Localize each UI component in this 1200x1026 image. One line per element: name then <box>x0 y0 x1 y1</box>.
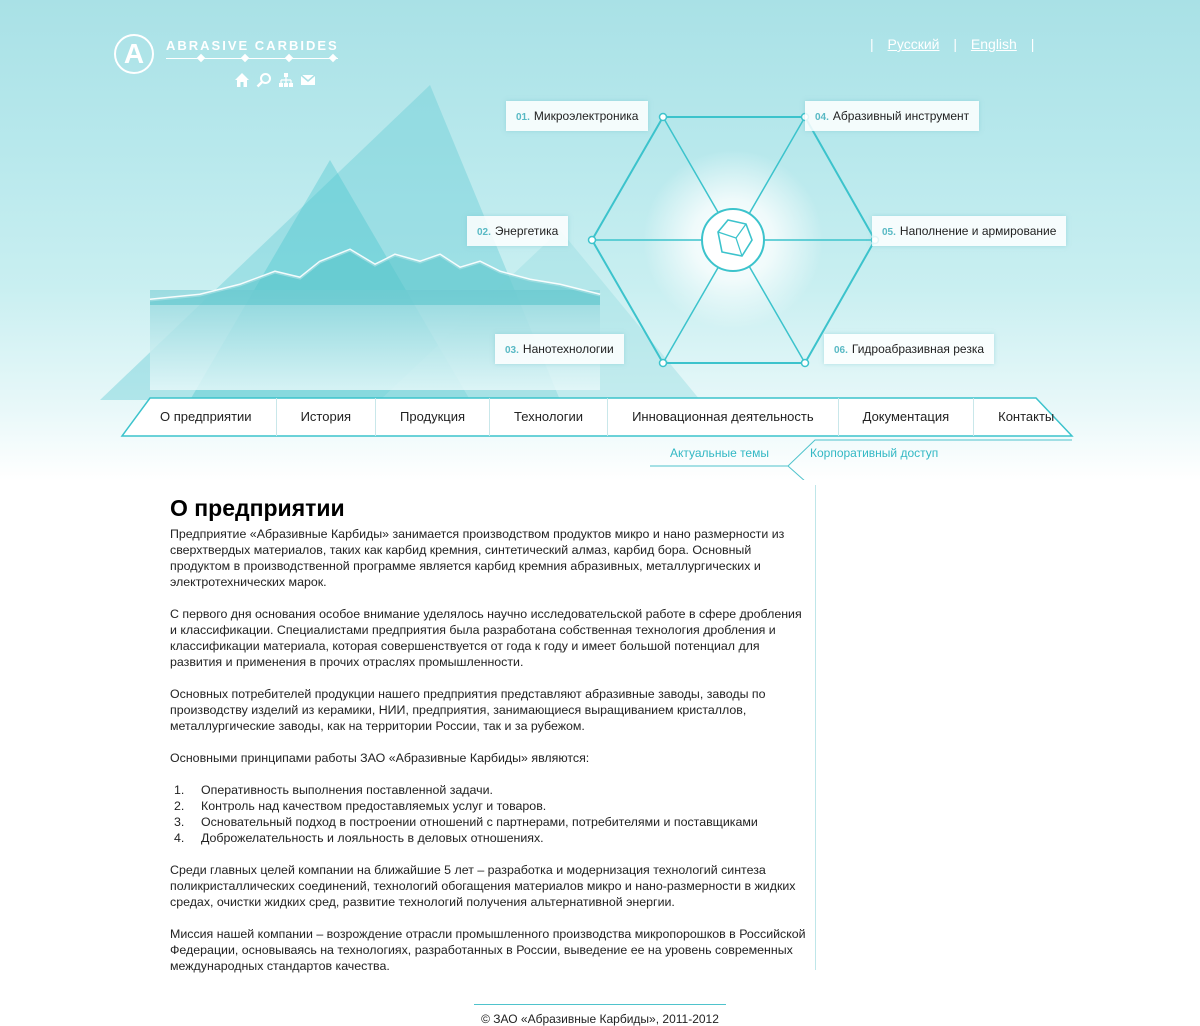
hex-item-number: 03. <box>505 345 519 356</box>
brand-name: ABRASIVE CARBIDES <box>166 38 339 53</box>
lang-russian-link[interactable]: Русский <box>887 36 940 52</box>
lang-english-link[interactable]: English <box>970 36 1017 52</box>
nav-item-products[interactable]: Продукция <box>376 398 490 436</box>
hex-item-waterjet[interactable] <box>824 334 994 364</box>
hex-item-filling[interactable] <box>872 216 1066 246</box>
hex-item-label: Микроэлектроника <box>533 109 639 123</box>
crystal-emblem <box>702 209 764 271</box>
content-divider <box>815 485 816 970</box>
hex-item-nanotech[interactable] <box>495 334 624 364</box>
principles-list <box>170 782 810 846</box>
footer-copyright: © ЗАО «Абразивные Карбиды», 2011-2012 <box>481 1012 719 1026</box>
sitemap-icon[interactable] <box>278 72 294 88</box>
search-icon[interactable] <box>256 72 272 88</box>
list-item: 4. Доброжелательность и лояльность в деловых отношениях. <box>174 831 544 845</box>
mission-paragraph: Миссия нашей компании – возрождение отрасли промышленного производства микропорошков в Российской Федерации, основываясь на технологиях, разработанных в России, выведение ее на уровень современных международных стандартов качества. <box>170 927 806 973</box>
hex-item-microelectronics[interactable] <box>506 101 648 131</box>
list-item: 2. Контроль над качеством предоставляемых услуг и товаров. <box>174 799 547 813</box>
hex-item-number: 04. <box>815 112 829 123</box>
hex-item-label: Наполнение и армирование <box>899 224 1057 238</box>
logo-rule <box>166 58 338 59</box>
logo-diamond <box>197 54 205 62</box>
hex-item-energy[interactable] <box>467 216 568 246</box>
hex-item-label: Гидроабразивная резка <box>851 342 985 356</box>
nav-item-contacts[interactable]: Контакты <box>998 409 1055 424</box>
lang-separator: | <box>870 36 874 52</box>
lang-separator: | <box>1030 36 1035 52</box>
main-nav <box>122 398 1072 436</box>
main-content <box>170 495 810 990</box>
logo-diamond <box>329 54 337 62</box>
logo-diamond <box>285 54 293 62</box>
home-icon[interactable] <box>234 72 250 88</box>
goals-paragraph: Среди главных целей компании на ближайшие 5 лет – разработка и модернизация технологий синтеза поликристаллических соединений, технологий обогащения материалов микро и нано-размерности в жидких средах, очистки жидких сред, развитие технологий получения альтернативной энергии. <box>170 863 796 909</box>
hex-item-label: Абразивный инструмент <box>832 109 970 123</box>
hex-item-number: 01. <box>516 112 530 123</box>
mail-icon[interactable] <box>300 72 316 88</box>
logo-diamond <box>241 54 249 62</box>
hex-item-label: Энергетика <box>494 224 559 238</box>
footer-rule <box>474 1004 726 1005</box>
list-item: 1. Оперативность выполнения поставленной задачи. <box>174 783 493 797</box>
header-toolbar <box>234 72 316 88</box>
hex-item-abrasive-tool[interactable] <box>805 101 979 131</box>
principles-intro: Основными принципами работы ЗАО «Абразивные Карбиды» являются: <box>170 751 590 765</box>
list-item: 3. Основательный подход в построении отношений с партнерами, потребителями и поставщиками <box>174 815 758 829</box>
nav-item-documentation[interactable]: Документация <box>839 398 975 436</box>
nav-item-innovation[interactable]: Инновационная деятельность <box>608 398 839 436</box>
customers-paragraph: Основных потребителей продукции нашего предприятия представляют абразивные заводы, заводы по производству изделий из керамики, НИИ, предприятия, занимающиеся выращиванием кристаллов, металлургические заводы, как на территории России, так и за рубежом. <box>170 687 766 733</box>
nav-item-about[interactable]: О предприятии <box>152 398 277 436</box>
nav-item-history[interactable]: История <box>277 398 376 436</box>
hex-item-number: 02. <box>477 227 491 238</box>
subnav-topics-link[interactable]: Актуальные темы <box>670 446 769 460</box>
lang-separator: | <box>953 36 958 52</box>
research-paragraph: С первого дня основания особое внимание уделялось научно исследовательской работе в сфере дробления и классификации. Специалистами предприятия была разработана собственная технология дробления и классификации материала, которая совершенствуется от года к году и имеет большой потенциал для развития и применения в прочих отраслях промышленности. <box>170 607 802 669</box>
hex-item-number: 06. <box>834 345 848 356</box>
logo-letter: A <box>123 38 145 69</box>
hex-item-label: Нанотехнологии <box>522 342 614 356</box>
language-switcher <box>870 36 1034 52</box>
nav-item-technologies[interactable]: Технологии <box>490 398 608 436</box>
subnav-corporate-link[interactable]: Корпоративный доступ <box>810 446 939 460</box>
hex-item-number: 05. <box>882 227 896 238</box>
page-title: О предприятии <box>170 495 345 521</box>
about-paragraph: Предприятие «Абразивные Карбиды» занимается производством продуктов микро и нано размерности из сверхтвердых материалов, таких как карбид кремния, синтетический алмаз, карбид бора. Основный продуктом в производственной программе является карбид кремния абразивных, металлургических и электротехнических марок. <box>170 527 785 589</box>
